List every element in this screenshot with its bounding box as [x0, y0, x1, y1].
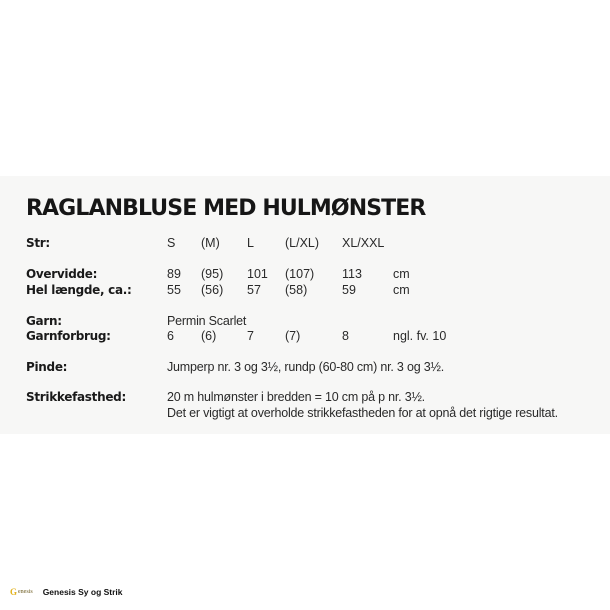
length-unit: cm: [393, 283, 410, 297]
sizes-label: Str:: [26, 236, 50, 250]
yarn-label: Garn:: [26, 314, 62, 328]
chest-width-value: 113: [342, 267, 362, 281]
needles-row: [0, 359, 610, 375]
chest-width-value: (107): [285, 267, 315, 281]
yarn-usage-value: 7: [247, 329, 254, 343]
gauge-label: Strikkefasthed:: [26, 390, 126, 404]
yarn-usage-row: [0, 328, 610, 344]
chest-width-value: 101: [247, 267, 268, 281]
length-label: Hel længde, ca.:: [26, 283, 132, 297]
sizes-row: [0, 235, 610, 251]
genesis-logo-icon: [10, 587, 33, 597]
yarn-usage-label: Garnforbrug:: [26, 329, 111, 343]
logo-text: enesis: [18, 589, 33, 595]
yarn-usage-value: 6: [167, 329, 174, 343]
yarn-usage-unit: ngl. fv. 10: [393, 329, 447, 343]
length-row: [0, 282, 610, 298]
chest-width-label: Overvidde:: [26, 267, 98, 281]
gauge-row: [0, 389, 610, 405]
logo-initial: G: [10, 587, 18, 597]
yarn-usage-value: (7): [285, 329, 301, 343]
chest-width-row: [0, 266, 610, 282]
size-value: S: [167, 236, 176, 250]
needles-label: Pinde:: [26, 360, 68, 374]
chest-width-value: (95): [201, 267, 224, 281]
needles-value: Jumperp nr. 3 og 3½, rundp (60-80 cm) nr. 3 og 3½.: [167, 360, 444, 374]
length-value: 55: [167, 283, 181, 297]
chest-width-value: 89: [167, 267, 181, 281]
pattern-title: RAGLANBLUSE MED HULMØNSTER: [26, 196, 426, 221]
gauge-line-2: Det er vigtigt at overholde strikkefastheden for at opnå det rigtige resultat.: [167, 406, 558, 420]
footer: [10, 585, 123, 599]
length-value: 59: [342, 283, 356, 297]
size-value: (L/XL): [285, 236, 320, 250]
length-value: (56): [201, 283, 224, 297]
brand-name: Genesis Sy og Strik: [42, 587, 123, 597]
yarn-usage-value: 8: [342, 329, 349, 343]
gauge-note-row: [0, 405, 610, 421]
yarn-value: Permin Scarlet: [167, 314, 247, 328]
chest-width-unit: cm: [393, 267, 410, 281]
yarn-row: [0, 313, 610, 329]
size-value: (M): [201, 236, 220, 250]
size-value: XL/XXL: [342, 236, 385, 250]
length-value: 57: [247, 283, 261, 297]
size-value: L: [247, 236, 254, 250]
yarn-usage-value: (6): [201, 329, 217, 343]
length-value: (58): [285, 283, 308, 297]
gauge-line-1: 20 m hulmønster i bredden = 10 cm på p nr. 3½.: [167, 390, 425, 404]
